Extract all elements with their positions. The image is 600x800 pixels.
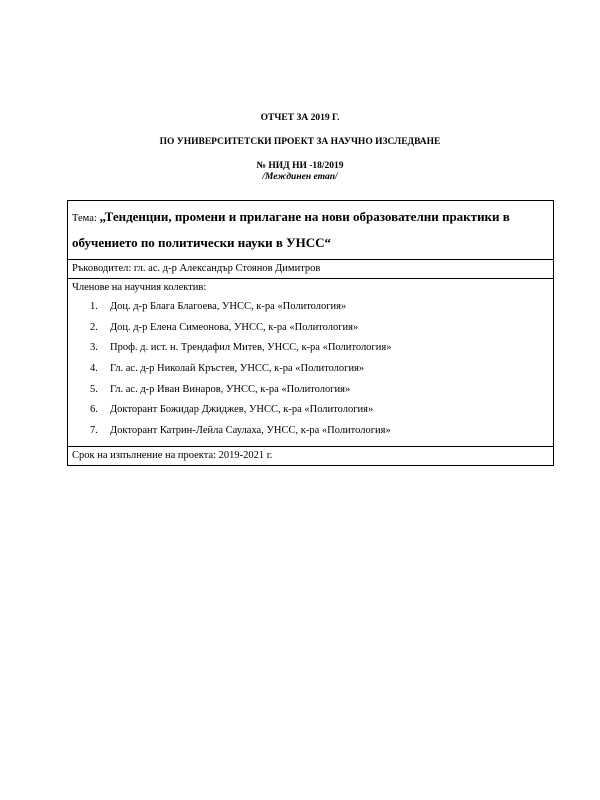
- members-row: [68, 279, 554, 447]
- report-title: ОТЧЕТ ЗА 2019 Г.: [260, 113, 340, 123]
- member-text: Проф. д. ист. н. Трендафил Митев, УНСС, к-ра «Политология»: [110, 342, 392, 354]
- list-item: [72, 359, 549, 380]
- members-cell: [68, 279, 554, 447]
- list-item: [72, 318, 549, 339]
- member-text: Докторант Катрин-Лейла Саулаха, УНСС, к-ра «Политология»: [110, 425, 391, 437]
- project-info-table: [67, 200, 554, 466]
- member-text: Доц. д-р Елена Симеонова, УНСС, к-ра «Политология»: [110, 321, 359, 333]
- leader-row: [68, 260, 554, 279]
- members-title: Членове на научния колектив:: [72, 282, 207, 293]
- member-number: 7.: [90, 425, 98, 437]
- leader-cell: Ръководител: гл. ас. д-р Александър Стоянов Димитров: [68, 260, 554, 279]
- topic-text: „Тенденции, промени и прилагане на нови образователни практики в обучението по политически науки в УНСС“: [72, 209, 510, 250]
- members-list: [72, 297, 549, 446]
- topic-label: Тема:: [72, 213, 97, 224]
- member-number: 1.: [90, 301, 98, 312]
- member-number: 6.: [90, 404, 98, 416]
- member-text: Доц. д-р Блага Благоева, УНСС, к-ра «Политология»: [110, 301, 347, 312]
- member-text: Докторант Божидар Джиджев, УНСС, к-ра «Политология»: [110, 404, 374, 416]
- member-number: 3.: [90, 342, 98, 354]
- list-item: [72, 380, 549, 401]
- list-item: [72, 338, 549, 359]
- member-number: 2.: [90, 321, 98, 333]
- list-item: [72, 297, 549, 318]
- member-text: Гл. ас. д-р Иван Винаров, УНСС, к-ра «Политология»: [110, 383, 351, 395]
- deadline-row: [68, 446, 554, 465]
- member-number: 4.: [90, 363, 98, 375]
- report-subtitle: ПО УНИВЕРСИТЕТСКИ ПРОЕКТ ЗА НАУЧНО ИЗСЛЕДВАНЕ: [159, 137, 441, 147]
- list-item: [72, 421, 549, 442]
- deadline-cell: Срок на изпълнение на проекта: 2019-2021 г.: [68, 446, 554, 465]
- member-text: Гл. ас. д-р Николай Кръстев, УНСС, к-ра «Политология»: [110, 363, 365, 375]
- topic-cell: [68, 201, 554, 260]
- project-number: № НИД НИ -18/2019: [256, 161, 344, 171]
- member-number: 5.: [90, 383, 98, 395]
- stage-label: /Междинен етап/: [262, 172, 338, 182]
- topic-row: [68, 201, 554, 260]
- list-item: [72, 400, 549, 421]
